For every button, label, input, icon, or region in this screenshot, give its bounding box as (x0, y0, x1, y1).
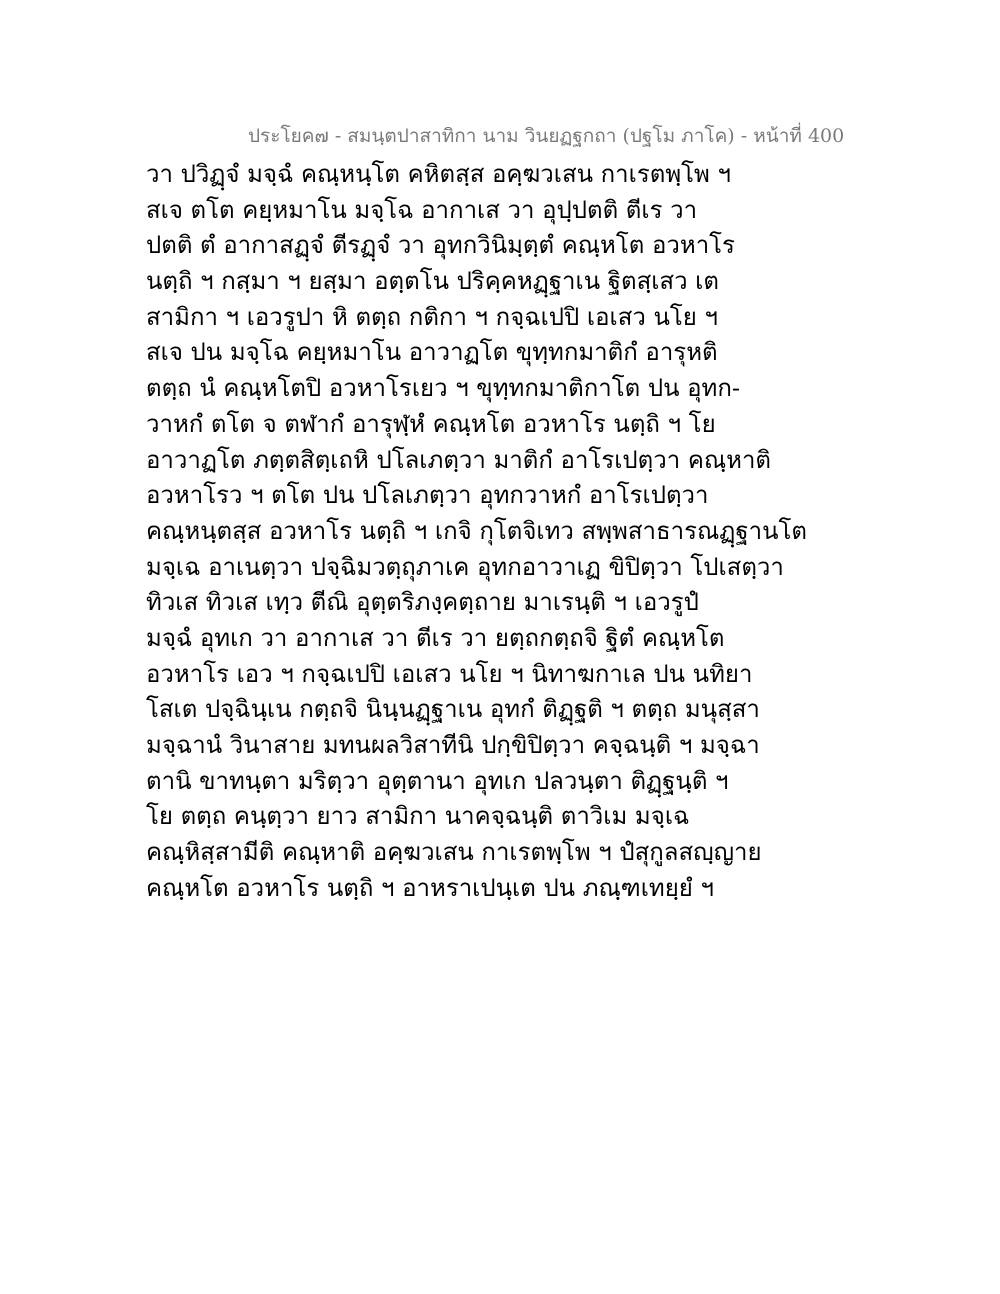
text-line: ตานิ ขาทนฺตา มริตฺวา อุตฺตานา อุทเก ปลวนฺตา ติฏฺฐนฺติ ฯ (146, 766, 729, 795)
text-line: มจฺฉานํ วินาสาย มทนผลวิสาทีนิ ปกฺขิปิตฺวา คจฺฉนฺติ ฯ มจฺฉา (146, 731, 760, 759)
body-text (146, 157, 807, 906)
text-line: โย ตตฺถ คนฺตฺวา ยาว สามิกา นาคจฺฉนฺติ ตาวิเม มจฺเฉ (146, 802, 690, 831)
text-line: สเจ ปน มจฺโฉ คยฺหมาโน อาวาฏโต ขุทฺทกมาติกํ อารุหติ (146, 338, 718, 367)
text-line: อาวาฏโต ภตฺตสิตฺเถหิ ปโลเภตฺวา มาติกํ อาโรเปตฺวา คณฺหาติ (146, 445, 772, 474)
text-line: โสเต ปจฺฉินฺเน กตฺถจิ นินฺนฏฺฐาเน อุทกํ ติฏฺฐติ ฯ ตตฺถ มนุสฺสา (146, 695, 760, 724)
text-line: อวหาโร เอว ฯ กจฺฉเปปิ เอเสว นโย ฯ นิทาฆกาเล ปน นทิยา (146, 659, 753, 688)
text-line: ตตฺถ นํ คณฺหโตปิ อวหาโรเยว ฯ ขุทฺทกมาติกาโต ปน อุทก- (146, 374, 741, 403)
text-line: วาหกํ ตโต จ ตฬากํ อารุฬฺหํ คณฺหโต อวหาโร นตฺถิ ฯ โย (146, 409, 716, 438)
text-line: นตฺถิ ฯ กสฺมา ฯ ยสฺมา อตฺตโน ปริคฺคหฏฺฐาเน ฐิตสฺเสว เต (146, 267, 719, 296)
text-line: สเจ ตโต คยฺหมาโน มจฺโฉ อากาเส วา อุปฺปตติ ตีเร วา (146, 195, 698, 224)
text-line: ทิวเส ทิวเส เทฺว ตีณิ อุตฺตริภงฺคตฺถาย มาเรนฺติ ฯ เอวรูปํ (146, 588, 699, 617)
text-line: มจฺฉํ อุทเก วา อากาเส วา ตีเร วา ยตฺถกตฺถจิ ฐิตํ คณฺหโต (146, 623, 725, 652)
text-line: คณฺหโต อวหาโร นตฺถิ ฯ อาหราเปนฺเต ปน ภณฺฑเทยฺยํ ฯ (146, 873, 714, 902)
text-line: มจฺเฉ อาเนตฺวา ปจฺฉิมวตฺถุภาเค อุทกอาวาเฏ ขิปิตฺวา โปเสตฺวา (146, 552, 784, 581)
text-line: คณฺหิสฺสามีติ คณฺหาติ อคฺฆวเสน กาเรตพฺโพ ฯ ปํสุกูลสญฺญาย (146, 838, 762, 867)
text-line: คณฺหนฺตสฺส อวหาโร นตฺถิ ฯ เกจิ กุโตจิเทว สพฺพสาธารณฏฺฐานโต (146, 516, 807, 545)
page-header: ประโยค๗ - สมนฺตปาสาทิกา นาม วินยฏฐกถา (ปฐโม ภาโค) - หน้าที่ 400 (248, 125, 845, 147)
text-line: อวหาโรว ฯ ตโต ปน ปโลเภตฺวา อุทกวาหกํ อาโรเปตฺวา (146, 481, 709, 510)
text-line: วา ปวิฏฺจํ มจฺฉํ คณฺหนฺโต คหิตสฺส อคฺฆวเสน กาเรตพฺโพ ฯ (146, 160, 731, 188)
text-line: ปตติ ตํ อากาสฏฺจํ ตีรฏฺจํ วา อุทกวินิมฺตฺตํ คณฺหโต อวหาโร (146, 231, 735, 260)
text-line: สามิกา ฯ เอวรูปา หิ ตตฺถ กติกา ฯ กจฺฉเปปิ เอเสว นโย ฯ (146, 302, 718, 331)
